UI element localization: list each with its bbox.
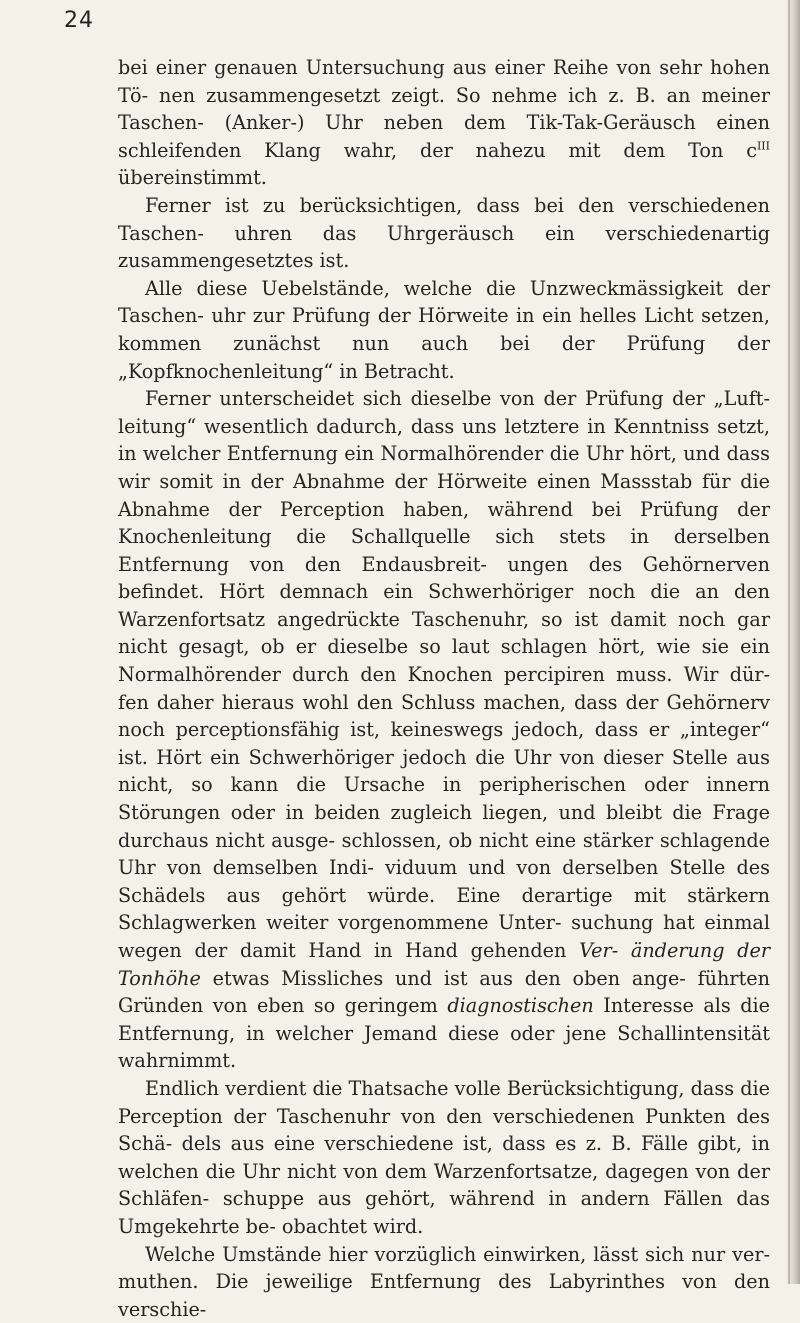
paragraph-4 — [118, 385, 770, 1075]
body-text — [118, 54, 770, 1323]
paragraph-1-text-a: bei einer genauen Untersuchung aus einer Reihe von sehr hohen Tö- nen zusammengesetzt zeigt. So nehme ich z. B. an meiner Taschen- (Anker-) Uhr neben dem Tik-Tak-Geräusch einen schleifenden Klang wahr, der nahezu mit dem Ton c — [118, 56, 770, 162]
paragraph-4-emphasis-2: diagnostischen — [447, 994, 594, 1018]
paragraph-4-text-a: Ferner unterscheidet sich dieselbe von der Prüfung der „Luft- leitung“ wesentlich dadurch, dass uns letztere in Kenntniss setzt, in welcher Entfernung ein Normalhörender die Uhr hört, und dass wir somit in der Abnahme der Hörweite einen Massstab für die Abnahme der Perception haben, während bei Prüfung der Knochenleitung die Schallquelle sich stets in derselben Entfernung von den Endausbreit- ungen des Gehörnerven befindet. Hört demnach ein Schwerhöriger noch die an den Warzenfortsatz angedrückte Taschenuhr, so ist damit noch gar nicht gesagt, ob er dieselbe so laut schlagen hört, wie sie ein Normalhörender durch den Knochen percipiren muss. Wir dür- fen daher hieraus wohl den Schluss machen, dass der Gehörnerv noch perceptionsfähig ist, keineswegs jedoch, dass er „integer“ ist. Hört ein Schwerhöriger jedoch die Uhr von dieser Stelle aus nicht, so kann die Ursache in peripherischen oder innern Störungen oder in beiden zugleich liegen, und bleibt die Frage durchaus nicht ausge- schlossen, ob nicht eine stärker schlagende Uhr von demselben Indi- viduum und von derselben Stelle des Schädels aus gehört würde. Eine derartige mit stärkern Schlagwerken weiter vorgenommene Unter- suchung hat einmal wegen der damit Hand in Hand gehenden — [118, 387, 770, 962]
page-edge-line — [788, 0, 790, 1284]
paragraph-2: Ferner ist zu berücksichtigen, dass bei den verschiedenen Taschen- uhren das Uhrgeräusch ein verschiedenartig zusammengesetztes ist. — [118, 193, 770, 273]
paragraph-1 — [118, 54, 770, 192]
paragraph-4-emphasis-1: Ver- änderung der Tonhöhe — [118, 939, 770, 990]
paragraph-5: Endlich verdient die Thatsache volle Berücksichtigung, dass die Perception der Taschenuhr von den verschiedenen Punkten des Schä- dels aus eine verschiedene ist, dass es z. B. Fälle gibt, in welchen die Uhr nicht von dem Warzenfortsatze, dagegen von der Schläfen- schuppe aus gehört, während in andern Fällen das Umgekehrte be- obachtet wird. — [118, 1076, 770, 1238]
paragraph-1-superscript: III — [756, 139, 770, 153]
page-number: 24 — [64, 8, 94, 33]
paragraph-4-text-b: etwas Missliches und ist aus den oben ange- führten Gründen von eben so geringem — [118, 966, 770, 1018]
paragraph-3: Alle diese Uebelstände, welche die Unzweckmässigkeit der Taschen- uhr zur Prüfung der Hörweite in ein helles Licht setzen, kommen zunächst nun auch bei der Prüfung der „Kopfknochenleitung“ in Betracht. — [118, 276, 770, 383]
paragraph-4-text-c: Interesse als die Entfernung, in welcher Jemand diese oder jene Schallintensität wahrnimmt. — [118, 994, 771, 1073]
paragraph-1-text-b: übereinstimmt. — [118, 166, 267, 190]
paragraph-6: Welche Umstände hier vorzüglich einwirken, lässt sich nur ver- muthen. Die jeweilige Entfernung des Labyrinthes von den verschie- — [118, 1242, 770, 1321]
